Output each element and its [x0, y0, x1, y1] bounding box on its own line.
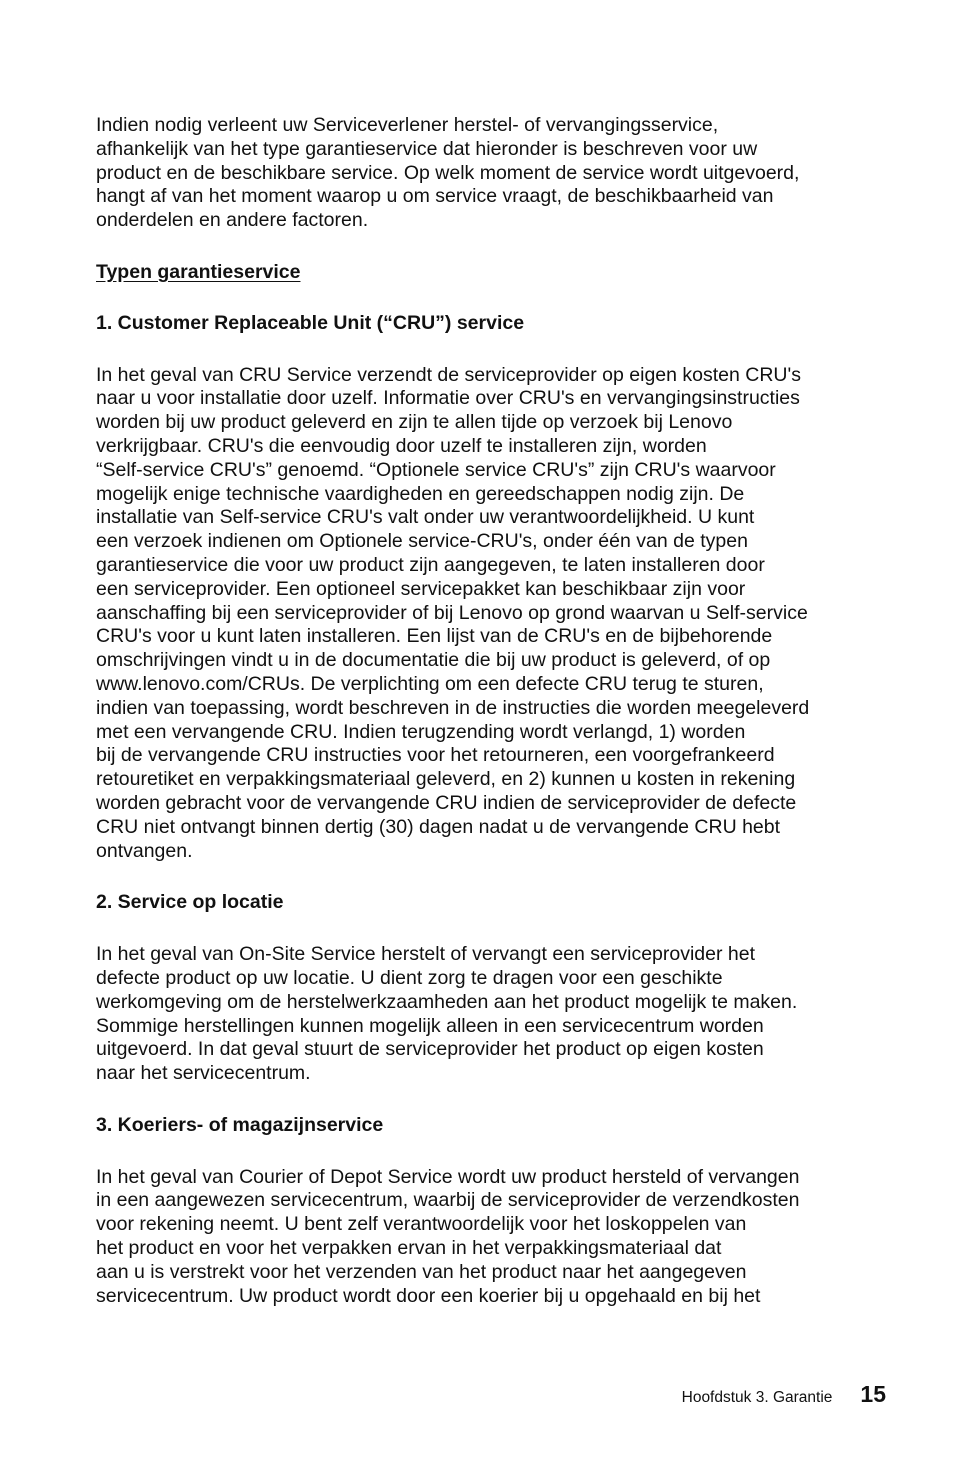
body-line: naar u voor installatie door uzelf. Informatie over CRU's en vervangingsinstructies — [96, 387, 800, 410]
body-line-link: www.lenovo.com/CRUs. De verplichting om een defecte CRU terug te sturen, — [96, 672, 764, 695]
body-line: CRU's voor u kunt laten installeren. Een lijst van de CRU's en de bijbehorende — [96, 625, 773, 648]
section-body-courier — [96, 1166, 891, 1309]
section-title: Typen garantieservice — [96, 260, 301, 283]
body-line: werkomgeving om de herstelwerkzaamheden aan het product mogelijk te maken. — [96, 990, 798, 1013]
section-body-cru — [96, 364, 891, 864]
page-number: 15 — [860, 1381, 886, 1407]
body-line: indien van toepassing, wordt beschreven in de instructies die worden meegeleverd — [96, 696, 810, 719]
body-line: In het geval van CRU Service verzendt de serviceprovider op eigen kosten CRU's — [96, 363, 801, 386]
body-line: voor rekening neemt. U bent zelf verantwoordelijk voor het loskoppelen van — [96, 1213, 747, 1236]
body-line: uitgevoerd. In dat geval stuurt de serviceprovider het product op eigen kosten — [96, 1038, 764, 1061]
body-line: Sommige herstellingen kunnen mogelijk alleen in een servicecentrum worden — [96, 1014, 764, 1037]
document-page — [96, 114, 891, 1308]
body-line: In het geval van Courier of Depot Service wordt uw product hersteld of vervangen — [96, 1165, 800, 1188]
body-line: een verzoek indienen om Optionele service-CRU's, onder één van de typen — [96, 530, 748, 553]
body-line: CRU niet ontvangt binnen dertig (30) dagen nadat u de vervangende CRU hebt — [96, 815, 781, 838]
body-line: worden gebracht voor de vervangende CRU indien de serviceprovider de defecte — [96, 791, 797, 814]
body-line: In het geval van On-Site Service herstelt of vervangt een serviceprovider het — [96, 943, 756, 966]
body-line: bij de vervangende CRU instructies voor het retourneren, een voorgefrankeerd — [96, 744, 775, 767]
body-line: defecte product op uw locatie. U dient zorg te dragen voor een geschikte — [96, 966, 723, 989]
body-line: worden bij uw product geleverd en zijn te allen tijde op verzoek bij Lenovo — [96, 411, 733, 434]
section-heading-courier: 3. Koeriers- of magazijnservice — [96, 1113, 384, 1136]
body-line: installatie van Self-service CRU's valt onder uw verantwoordelijkheid. U kunt — [96, 506, 755, 529]
section-heading-cru: 1. Customer Replaceable Unit (“CRU”) service — [96, 311, 525, 334]
intro-line: afhankelijk van het type garantieservice dat hieronder is beschreven voor uw — [96, 137, 758, 160]
body-line: mogelijk enige technische vaardigheden en gereedschappen nodig zijn. De — [96, 482, 745, 505]
footer-chapter-label: Hoofdstuk 3. Garantie — [681, 1389, 833, 1406]
body-line: een serviceprovider. Een optioneel servicepakket kan beschikbaar zijn voor — [96, 577, 746, 600]
intro-line: onderdelen en andere factoren. — [96, 209, 369, 232]
body-line: verkrijgbaar. CRU's die eenvoudig door uzelf te installeren zijn, worden — [96, 434, 707, 457]
section-body-onsite — [96, 943, 891, 1086]
section-heading-onsite: 2. Service op locatie — [96, 891, 284, 914]
body-line: ontvangen. — [96, 839, 193, 862]
intro-line: Indien nodig verleent uw Serviceverlener herstel- of vervangingsservice, — [96, 114, 719, 136]
body-line: het product en voor het verpakken ervan in het verpakkingsmateriaal dat — [96, 1237, 722, 1260]
body-line: “Self-service CRU's” genoemd. “Optionele service CRU's” zijn CRU's waarvoor — [96, 458, 776, 481]
body-line: met een vervangende CRU. Indien terugzending wordt verlangd, 1) worden — [96, 720, 746, 743]
body-line: retouretiket en verpakkingsmateriaal geleverd, en 2) kunnen u kosten in rekening — [96, 768, 796, 791]
intro-line: product en de beschikbare service. Op welk moment de service wordt uitgevoerd, — [96, 161, 800, 184]
intro-line: hangt af van het moment waarop u om service vraagt, de beschikbaarheid van — [96, 185, 774, 208]
body-line: aan u is verstrekt voor het verzenden van het product naar het aangegeven — [96, 1260, 747, 1283]
body-line: naar het servicecentrum. — [96, 1062, 311, 1085]
page-footer — [682, 1381, 886, 1408]
body-line: garantieservice die voor uw product zijn aangegeven, te laten installeren door — [96, 553, 765, 576]
body-line: servicecentrum. Uw product wordt door een koerier bij u opgehaald en bij het — [96, 1284, 761, 1307]
intro-paragraph — [96, 114, 891, 233]
body-line: aanschaffing bij een serviceprovider of bij Lenovo op grond waarvan u Self-service — [96, 601, 808, 624]
body-line: omschrijvingen vindt u in de documentatie die bij uw product is geleverd, of op — [96, 649, 771, 672]
body-line: in een aangewezen servicecentrum, waarbij de serviceprovider de verzendkosten — [96, 1189, 800, 1212]
